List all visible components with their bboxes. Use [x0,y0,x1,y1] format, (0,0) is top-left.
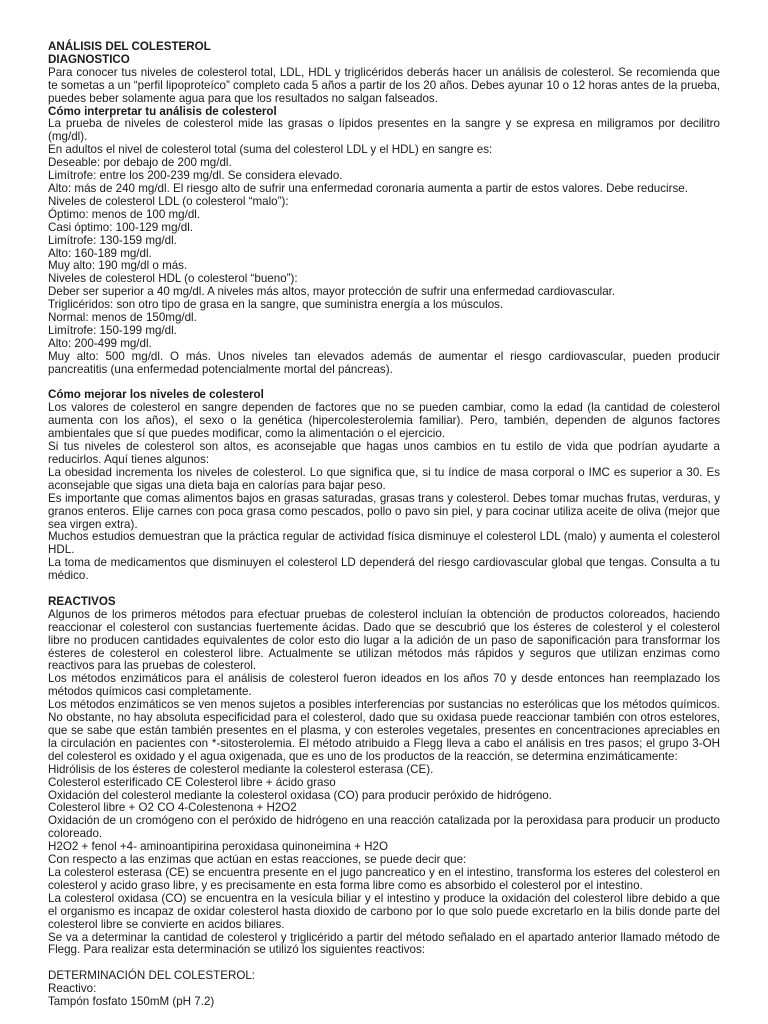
section-heading-determinacion: DETERMINACIÓN DEL COLESTEROL: [48,969,256,983]
list-item: Óptimo: menos de 100 mg/dl. [48,207,201,221]
paragraph: La obesidad incrementa los niveles de colesterol. Lo que significa que, si tu índice de masa corporal o IMC es superior a 30. Es aconsejable que sigas una dieta baja en calorías para bajar peso. [48,465,720,492]
paragraph: Los métodos enzimáticos se ven menos sujetos a posibles interferencias por sustancias no esterólicas que los métodos químicos. No obstante, no hay absoluta especificidad para el colesterol, dado que su oxidasa puede reaccionar también con otros estelores, que se sabe que están también presentes en el plasma, y con esteroles vegetales, presentes en concentraciones apreciables en la circulación en pacientes con *-sitosterolemia. El método atribuido a Flegg lleva a cabo el análisis en tres pasos; el grupo 3-OH del colesterol es oxidado y el agua oxigenada, que es uno de los productos de la reacción, se determina enzimáticamente: [48,698,720,763]
list-item: Limítrofe: 150-199 mg/dl. [48,323,177,337]
paragraph: Deber ser superior a 40 mg/dl. A niveles más altos, mayor protección de sufrir una enfermedad cardiovascular. [48,285,616,299]
paragraph: Los métodos enzimáticos para el análisis de colesterol fueron ideados en los años 70 y desde entonces han reemplazado los métodos químicos casi completamente. [48,672,720,699]
paragraph: Oxidación de un cromógeno con el peróxido de hidrógeno en una reacción catalizada por la peroxidasa para producir un producto coloreado. [48,814,720,841]
paragraph: La colesterol oxidasa (CO) se encuentra en la vesícula biliar y el intestino y produce la oxidación del colesterol libre debido a que el organismo es incapaz de oxidar colesterol hasta dioxido de carbono por lo que solo puede excretarlo en la bilis donde parte del colesterol libre se convierte en acidos biliares. [48,891,720,931]
paragraph: Algunos de los primeros métodos para efectuar pruebas de colesterol incluían la obtención de productos coloreados, haciendo reaccionar el colesterol con sustancias fuertemente ácidas. Dado que se descubrió que los ésteres de colesterol y el colesterol libre no producen cantidades equivalentes de color esto dio lugar a la adición de un paso de saponificación para transformar los ésteres de colesterol en colesterol libre. Actualmente se utilizan métodos más rápidos y seguros que utilizan enzimas como reactivos para las pruebas de colesterol. [48,607,720,673]
mejorar-body [48,402,720,583]
list-item: Muy alto: 500 mg/dl. O más. Unos niveles tan elevados además de aumentar el riesgo cardiovascular, pueden producir pancreatitis (una enfermedad potencialmente mortal del páncreas). [48,349,720,376]
paragraph: La colesterol esterasa (CE) se encuentra presente en el jugo pancreatico y en el intestino, transforma los esteres del colesterol en colesterol y acido graso libre, y es precisamente en esta forma libre como es absorbido el colesterol por el intestino. [48,865,720,892]
paragraph: La prueba de niveles de colesterol mide las grasas o lípidos presentes en la sangre y se expresa en miligramos por decilitro (mg/dl). [48,117,720,144]
list-item: Casi óptimo: 100-129 mg/dl. [48,220,193,234]
paragraph: Con respecto a las enzimas que actúan en estas reacciones, se puede decir que: [48,853,467,867]
section-heading-diagnostico: DIAGNOSTICO [48,52,130,66]
reactivos-body [48,609,720,957]
subheading-ldl: Niveles de colesterol LDL (o colesterol “malo”): [48,194,289,208]
document-title: ANÁLISIS DEL COLESTEROL [48,40,211,53]
reaction-equation: H2O2 + fenol +4- aminoantipirina peroxidasa quinoneimina + H2O [48,840,388,854]
paragraph: Es importante que comas alimentos bajos en grasas saturadas, grasas trans y colesterol. Debes tomar muchas frutas, verduras, y granos enteros. Elije carnes con poca grasa como pescados, pollo o pavo sin piel, y para cocinar utiliza aceite de oliva (mejor que sea virgen extra). [48,491,720,531]
paragraph: Para conocer tus niveles de colesterol total, LDL, HDL y triglicéridos deberás hacer un análisis de colesterol. Se recomienda que te sometas a un “perfil lipoproteíco” completo cada 5 años a partir de los 20 años. Debes ayunar 10 o 12 horas antes de la prueba, puedes beber solamente agua para que los resultados no salgan falseados. [48,65,720,105]
list-item: Deseable: por debajo de 200 mg/dl. [48,156,232,170]
paragraph: Los valores de colesterol en sangre dependen de factores que no se pueden cambiar, como la edad (la cantidad de colesterol aumenta con los años), el sexo o la genética (hipercolesterolemia familiar). Pero, también, dependen de algunos factores ambientales que sí que puedes modificar, como la alimentación o el ejercicio. [48,401,720,441]
reaction-equation: Colesterol libre + O2 CO 4-Colestenona + H2O2 [48,801,297,815]
reactivo-label: Reactivo: [48,982,97,996]
list-item: Alto: 200-499 mg/dl. [48,336,152,350]
section-heading-interpretar: Cómo interpretar tu análisis de colesterol [48,104,277,118]
paragraph: Se va a determinar la cantidad de colesterol y triglicérido a partir del método señalado en el apartado anterior llamado método de Flegg. Para realizar esta determinación se utilizó los siguientes reactivos: [48,930,720,957]
interpretar-body [48,118,720,376]
subheading-hdl: Niveles de colesterol HDL (o colesterol “bueno”): [48,272,298,286]
tampon-line: Tampón fosfato 150mM (pH 7.2) [48,995,215,1009]
paragraph: Triglicéridos: son otro tipo de grasa en la sangre, que suministra energía a los músculos. [48,298,504,312]
section-heading-reactivos: REACTIVOS [48,594,116,608]
paragraph: En adultos el nivel de colesterol total (suma del colesterol LDL y el HDL) en sangre es: [48,143,493,157]
list-item: Muy alto: 190 mg/dl o más. [48,259,188,273]
paragraph: Muchos estudios demuestran que la práctica regular de actividad física disminuye el colesterol LDL (malo) y aumenta el colesterol HDL. [48,530,720,557]
paragraph: Si tus niveles de colesterol son altos, es aconsejable que hagas unos cambios en tu estilo de vida que podrían ayudarte a reducirlos. Aquí tienes algunos: [48,440,720,466]
document-page [48,41,720,1009]
paragraph: La toma de medicamentos que disminuyen el colesterol LD dependerá del riesgo cardiovascular global que tengas. Consulta a tu médico. [48,556,720,583]
paragraph: Hidrólisis de los ésteres de colesterol mediante la colesterol esterasa (CE). [48,762,434,776]
list-item: Limítrofe: entre los 200-239 mg/dl. Se considera elevado. [48,169,343,183]
list-item: Limítrofe: 130-159 mg/dl. [48,233,177,247]
list-item: Normal: menos de 150mg/dl. [48,311,197,325]
list-item: Alto: 160-189 mg/dl. [48,246,152,260]
reaction-equation: Colesterol esterificado CE Colesterol libre + ácido graso [48,775,336,789]
list-item: Alto: más de 240 mg/dl. El riesgo alto de sufrir una enfermedad coronaria aumenta a partir de estos valores. Debe reducirse. [48,181,688,195]
paragraph: Oxidación del colesterol mediante la colesterol oxidasa (CO) para producir peróxido de hidrógeno. [48,788,552,802]
section-heading-mejorar: Cómo mejorar los niveles de colesterol [48,388,264,402]
